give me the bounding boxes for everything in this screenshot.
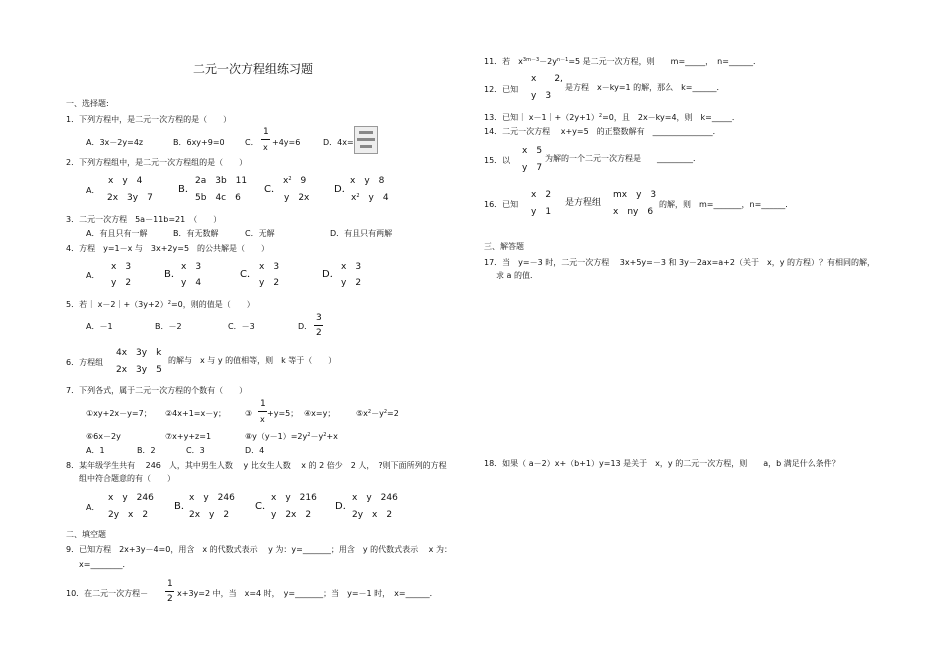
question-7-item-3-rest: +y=5； xyxy=(267,409,299,418)
question-16-label: 16．已知 xyxy=(484,200,519,209)
question-2-option-a-row1: x y 4 xyxy=(108,176,143,186)
question-4-option-b-row1: x 3 xyxy=(181,262,202,272)
question-1-option-d: D．4x= xyxy=(323,138,354,147)
question-3-option-b: B．有无数解 xyxy=(173,229,219,238)
question-7-item-7: ⑦x+y+z=1 xyxy=(165,432,212,441)
question-7-option-a: A．1 xyxy=(86,446,105,455)
question-1-option-c-rest: +4y=6 xyxy=(272,138,301,147)
question-1-option-c-label: C． xyxy=(245,138,259,147)
page-title: 二元一次方程组练习题 xyxy=(193,62,314,76)
fraction-bar xyxy=(261,139,270,140)
question-8-option-d-row2: 2y x 2 xyxy=(352,510,393,520)
question-8-option-b-row2: 2x y 2 xyxy=(189,510,230,520)
question-2-option-b-label: B． xyxy=(178,184,195,195)
question-10-numerator: 1 xyxy=(167,579,173,589)
question-17-line1: 17．当 y=－3 时，二元一次方程 3x+5y=－3 和 3y－2ax=a+2（关于 x，y 的方程）？有相同的解， xyxy=(484,258,875,267)
section-heading-fill-in: 二、填空题 xyxy=(66,530,106,539)
question-7-item-8: $⑧y(y-1)=2y^2-y^2+x$ xyxy=(245,432,338,441)
section-heading-choice: 一、选择题: xyxy=(66,99,109,108)
question-2-option-d-label: D． xyxy=(334,184,352,195)
question-7-item-4: ④x=y； xyxy=(304,409,336,418)
question-8-option-d-row1: x y 246 xyxy=(352,493,398,503)
question-7-stem: 7．下列各式，属于二元一次方程的个数有（ ） xyxy=(66,386,248,395)
question-15-system-row2: y 7 xyxy=(522,163,543,173)
question-16-solution-row2: y 1 xyxy=(531,207,552,217)
question-4-option-d-row1: x 3 xyxy=(341,262,362,272)
question-7-item-5: $⑤x^2-y^2=2$ xyxy=(356,409,399,418)
question-4-option-a-row1: x 3 xyxy=(111,262,132,272)
question-4-option-a-label: A． xyxy=(86,271,100,280)
question-10-post: x+3y=2 中，当 x=4 时， y=_______；当 y=－1 时， x=______． xyxy=(177,589,438,598)
question-4-stem: 4．方程 y=1－x 与 3x+2y=5 的公共解是（ ） xyxy=(66,244,270,253)
question-13: 13．已知｜ $x-1|+(2y+1)^2=0$，且 2x－ky=4，则 k=_____． xyxy=(484,113,740,122)
question-6-system-row2: 2x 3y 5 xyxy=(116,365,162,375)
question-3-option-d: D．有且只有两解 xyxy=(330,229,393,238)
question-4-option-c-row1: x 3 xyxy=(259,262,280,272)
question-2-option-c-label: C． xyxy=(264,184,281,195)
question-4-option-c-row2: y 2 xyxy=(259,278,280,288)
question-1-option-c-numerator: 1 xyxy=(263,127,269,137)
question-5-option-d-numerator: 3 xyxy=(316,313,322,323)
question-6-label: 6．方程组 xyxy=(66,358,104,367)
question-17-line2: 求 a 的值． xyxy=(496,271,538,280)
question-2-option-b-row2: 5b 4c 6 xyxy=(195,193,241,203)
question-6-system-row1: 4x 3y k xyxy=(116,348,162,358)
question-8-option-c-row2: y 2x 2 xyxy=(271,510,312,520)
question-5-option-d-denominator: 2 xyxy=(316,328,322,338)
question-10-pre: 10．在二元一次方程－ xyxy=(66,589,149,598)
fraction-bar xyxy=(314,325,323,326)
question-7-item-2: ②4x+1=x－y； xyxy=(165,409,226,418)
question-5-option-c: C．－3 xyxy=(228,322,255,331)
question-7-option-d: D．4 xyxy=(245,446,265,455)
question-8-option-a-row1: x y 246 xyxy=(108,493,154,503)
question-3-option-a: A．有且只有一解 xyxy=(86,229,148,238)
fraction-bar xyxy=(165,591,174,592)
question-4-option-a-row2: y 2 xyxy=(111,278,132,288)
question-2-option-c-row1: $x^2$ 9 xyxy=(283,176,307,186)
question-4-option-b-row2: y 4 xyxy=(181,278,202,288)
question-4-option-c-label: C． xyxy=(240,269,257,280)
question-16-system-row2: x ny 6 xyxy=(613,207,654,217)
question-7-item-3-denominator: x xyxy=(260,415,265,424)
question-12-rest: 是方程 x－ky=1 的解，那么 k=______． xyxy=(565,83,725,92)
question-2-option-a-label: A． xyxy=(86,186,100,195)
fraction-bar xyxy=(258,411,267,412)
question-8-option-d-label: D． xyxy=(335,501,353,512)
question-8-option-a-label: A． xyxy=(86,503,100,512)
question-1-option-a: A．3x－2y=4z xyxy=(86,138,144,147)
question-8-option-c-label: C． xyxy=(255,501,272,512)
question-16-rest: 的解，则 m=_______，n=______． xyxy=(659,200,794,209)
question-16-solution-row1: x 2 xyxy=(531,190,552,200)
question-5-option-d-label: D． xyxy=(298,322,313,331)
question-16-system-row1: mx y 3 xyxy=(613,190,657,200)
question-10-denominator: 2 xyxy=(167,594,173,604)
question-15-label: 15．以 xyxy=(484,156,511,165)
question-5-stem: 5．若｜ $x-2|+(3y+2)^2=0$，则的值是（ ） xyxy=(66,300,255,309)
question-12-system-row2: y 3 xyxy=(531,91,552,101)
question-2-option-c-row2: y 2x xyxy=(284,193,310,203)
question-9-line2: x=________． xyxy=(79,560,131,569)
question-11: 11．若 $x^{3m-3}-2y^{n-1}=5$ 是二元一次方程，则 m=_____， n=______． xyxy=(484,57,761,66)
question-2-stem: 2．下列方程组中，是二元一次方程组的是（ ） xyxy=(66,158,248,167)
question-5-option-a: A．－1 xyxy=(86,322,113,331)
question-7-item-6: ⑥6x－2y xyxy=(86,432,121,441)
question-15-rest: 为解的一个二元一次方程是 _________． xyxy=(545,154,701,163)
question-12-label: 12．已知 xyxy=(484,85,519,94)
question-9-line1: 9．已知方程 2x+3y－4=0，用含 x 的代数式表示 y 为：y=_______；用含 y 的代数式表示 x 为： xyxy=(66,545,452,554)
question-18: 18．如果（ a－2）x+（b+1）y=13 是关于 x，y 的二元一次方程，则 a，b 满足什么条件？ xyxy=(484,459,840,468)
question-2-option-a-row2: 2x 3y 7 xyxy=(107,193,153,203)
question-2-option-d-row2: $x^2$ y 4 xyxy=(351,193,389,203)
question-5-option-b: B．－2 xyxy=(155,322,182,331)
embedded-image-thumbnail xyxy=(354,126,378,154)
question-7-item-3-label: ③ xyxy=(245,409,253,418)
question-12-system-row1: x 2, xyxy=(531,74,563,84)
question-8-option-b-label: B． xyxy=(174,501,191,512)
question-6-rest: 的解与 x 与 y 的值相等，则 k 等于（ ） xyxy=(168,356,337,365)
question-4-option-d-row2: y 2 xyxy=(341,278,362,288)
question-8-stem-line2: 组中符合题意的有（ ） xyxy=(79,474,175,483)
question-14: 14．二元一次方程 x+y=5 的正整数解有 _______________． xyxy=(484,127,721,136)
question-8-option-b-row1: x y 246 xyxy=(189,493,235,503)
question-4-option-d-label: D． xyxy=(322,269,340,280)
question-15-system-row1: x 5 xyxy=(522,146,543,156)
question-1-option-c-denominator: x xyxy=(263,143,268,152)
question-1-option-b: B．6xy+9=0 xyxy=(173,138,225,147)
question-8-stem-line1: 8．某年级学生共有 246 人，其中男生人数 y 比女生人数 x 的 2 倍少 2 人， ?则下面所列的方程 xyxy=(66,461,447,470)
question-7-option-c: C．3 xyxy=(186,446,205,455)
question-8-option-c-row1: x y 216 xyxy=(271,493,317,503)
question-7-option-b: B．2 xyxy=(137,446,156,455)
question-3-option-c: C．无解 xyxy=(245,229,275,238)
question-2-option-d-row1: x y 8 xyxy=(350,176,385,186)
question-7-item-1: ①xy+2x－y=7； xyxy=(86,409,152,418)
question-2-option-b-row1: 2a 3b 11 xyxy=(195,176,248,186)
section-heading-answers: 三、解答题 xyxy=(484,242,524,251)
question-4-option-b-label: B． xyxy=(164,269,181,280)
question-7-item-3-numerator: 1 xyxy=(260,399,266,409)
question-1-stem: 1．下列方程中，是二元一次方程的是（ ） xyxy=(66,115,232,124)
question-16-mid: 是方程组 xyxy=(565,198,602,208)
question-8-option-a-row2: 2y x 2 xyxy=(108,510,149,520)
question-3-stem: 3．二元一次方程 5a－11b=21 （ ） xyxy=(66,215,222,224)
